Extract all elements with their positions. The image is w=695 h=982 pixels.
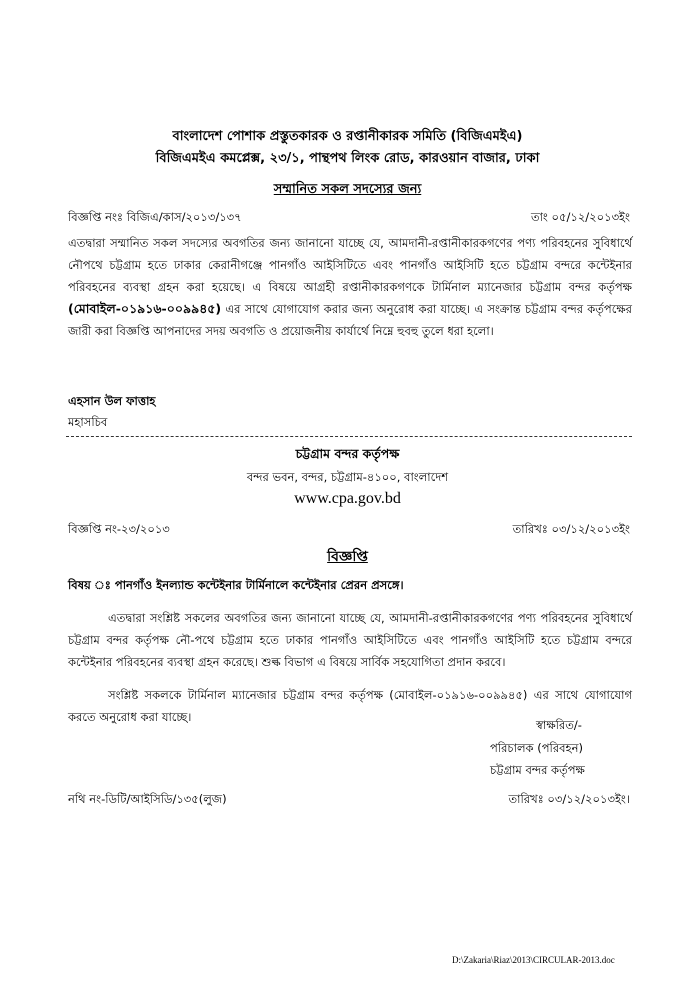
bgmea-body-mobile: (মোবাইল-০১৯১৬-০০৯৯৪৫) [68,301,222,316]
bgmea-body-part1: এতদ্বারা সম্মানিত সকল সদস্যের অবগতির জন্য জানানো যাচ্ছে যে, আমদানী-রপ্তানীকারকগণের পণ্য পরিবহনের সুবিধার্থে নৌপথে চট্টগ্রাম হতে ঢাকার কেরানীগঞ্জে পানগাঁও আইসিটিতে এবং পানগাঁও আইসিটি হতে চট্টগ্রাম বন্দরে কন্টেইনার পরিবহনের ব্যবস্থা গ্রহন করা হয়েছে। এ বিষয়ে আগ্রহী রপ্তানীকারকগণকে টার্মিনাল ম্যানেজার চট্টগ্রাম বন্দর কর্তৃপক্ষ [68,236,632,294]
cpa-file-row [68,791,630,810]
dashed-divider [66,436,632,437]
bgmea-date: তাং ০৫/১২/২০১৩ইং [530,210,630,224]
bgmea-body [68,232,632,342]
bgmea-signatory-name: এহসান উল ফাত্তাহ [68,394,156,408]
addressed-to [0,180,695,201]
cpa-address: বন্দর ভবন, বন্দর, চট্টগ্রাম-৪১০০, বাংলাদেশ [246,470,449,484]
addressed-to-text: সম্মানিত সকল সদস্যের জন্য [273,182,422,197]
cpa-paragraph-1: এতদ্বারা সংশ্লিষ্ট সকলের অবগতির জন্য জানানো যাচ্ছে যে, আমদানী-রপ্তানীকারকগণের পণ্য পরিবহনের সুবিধার্থে চট্টগ্রাম বন্দর কর্তৃপক্ষ নৌ-পথে চট্টগ্রাম হতে ঢাকার পানগাঁও আইসিটিতে এবং পানগাঁও আইসিটি হতে চট্টগ্রাম বন্দরে কন্টেইনার পরিবহনের ব্যবস্থা গ্রহন করেছে। শুল্ক বিভাগ এ বিষয়ে সার্বিক সহযোগিতা প্রদান করবে। [68,611,632,669]
cpa-signed: স্বাক্ষরিত/- [536,718,582,732]
bgmea-body-part2: এর সাথে যোগাযোগ করার জন্য অনুরোধ করা যাচ্ছে। এ সংক্রান্ত চট্টগ্রাম বন্দর কর্তৃপক্ষের জারী করা বিজ্ঞপ্তি আপনাদের সদয় অবগতি ও প্রয়োজনীয় কার্যার্থে নিম্নে হুবহু তুলে ধরা হলো। [68,302,633,338]
bgmea-signatory-title: মহাসচিব [68,415,108,429]
notice-title [0,545,695,569]
organization-address: বিজিএমইএ কমপ্লেক্স, ২৩/১, পান্থপথ লিংক রোড, কারওয়ান বাজার, ঢাকা [155,151,540,166]
cpa-website: www.cpa.gov.bd [294,490,401,507]
cpa-name: চট্টগ্রাম বন্দর কর্তৃপক্ষ [295,446,400,461]
cpa-ref-no: বিজ্ঞপ্তি নং-২৩/২০১৩ [68,522,170,536]
notice-subject: বিষয় ঃ পানগাঁও ইনল্যান্ড কন্টেইনার টার্মিনালে কন্টেইনার প্রেরন প্রসঙ্গে। [68,578,404,592]
bgmea-ref-row [68,209,630,228]
footer-file-path: D:\Zakaria\Riaz\2013\CIRCULAR-2013.doc [452,955,615,965]
cpa-signer-title: পরিচালক (পরিবহন) [490,741,583,755]
cpa-date: তারিখঃ ০৩/১২/২০১৩ইং [512,522,630,536]
cpa-file-date: তারিখঃ ০৩/১২/২০১৩ইং। [508,792,630,806]
cpa-ref-row [68,521,630,540]
cpa-file-no: নথি নং-ডিটি/আইসিডি/১৩৫(লুজ) [68,792,227,806]
cpa-paragraph-2: সংশ্লিষ্ট সকলকে টার্মিনাল ম্যানেজার চট্টগ্রাম বন্দর কর্তৃপক্ষ (মোবাইল-০১৯১৬-০০৯৯৪৫) এর সাথে যোগাযোগ করতে অনুরোধ করা যাচ্ছে। [68,688,632,724]
cpa-signer-org: চট্টগ্রাম বন্দর কর্তৃপক্ষ [490,763,585,777]
organization-name: বাংলাদেশ পোশাক প্রস্তুতকারক ও রপ্তানীকারক সমিতি (বিজিএমইএ) [172,129,523,144]
bgmea-ref-no: বিজ্ঞপ্তি নংঃ বিজিএ/কাস/২০১৩/১৩৭ [68,210,242,224]
notice-title-text: বিজ্ঞপ্তি [327,549,368,565]
